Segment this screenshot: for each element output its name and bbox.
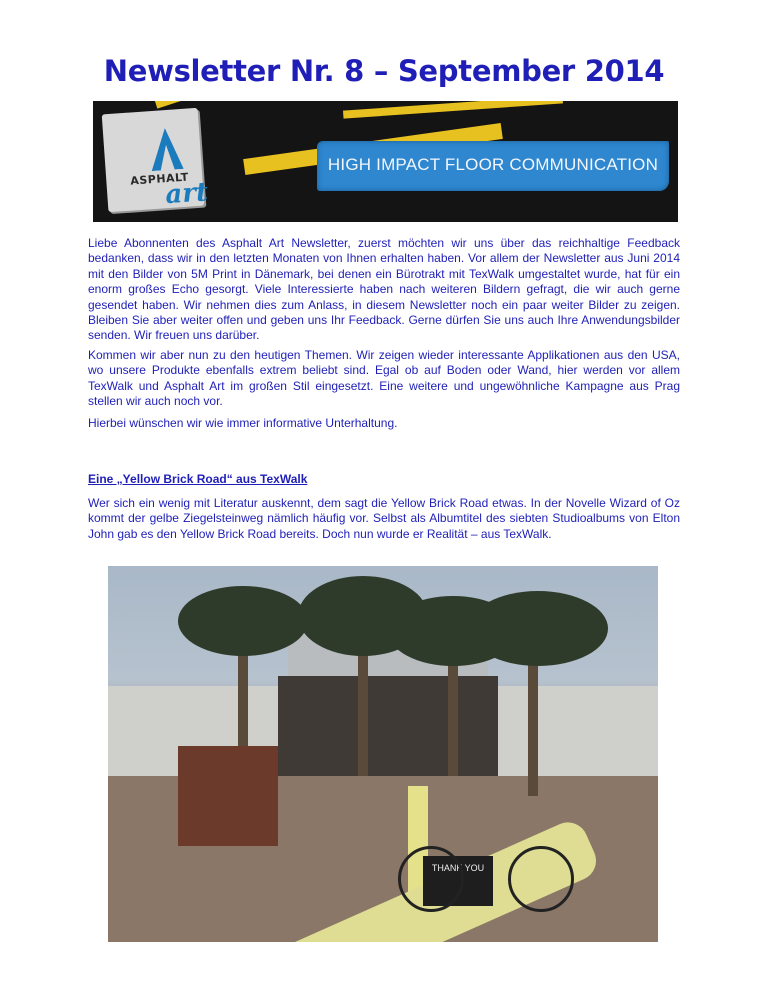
bicycle-wheel [398, 846, 464, 912]
intro-paragraph-3: Hierbei wünschen wir wie immer informative Unterhaltung. [88, 416, 398, 430]
yellow-brick-road-photo [108, 566, 658, 942]
bicycle-wheel [508, 846, 574, 912]
intro-paragraph-1: Liebe Abonnenten des Asphalt Art Newsletter, zuerst möchten wir uns über das reichhaltige Feedback bedanken, dass wir in den letzten Monaten von Ihnen erhalten haben. Vor allem der Newsletter aus Juni 2014 mit den Bilder von 5M Print in Dänemark, bei denen ein Bürotrakt mit TexWalk umgestaltet wurde, hat für ein enorm großes Echo gesorgt. Viele Interessierte haben nach weiteren Bildern gefragt, die wir auch gerne gesendet haben. Wir nehmen dies zum Anlass, in diesem Newsletter noch ein paar weiter Bilder zu zeigen. Bleiben Sie aber weiter offen und geben uns Ihr Feedback. Gerne dürfen Sie uns auch Ihre Anwendungsbilder senden. Wir freuen uns darüber. [88, 236, 680, 343]
palm-trunk [358, 646, 368, 776]
header-banner [93, 101, 678, 222]
chalk-sign: THANK YOU [423, 856, 493, 906]
road-stripe [343, 101, 563, 119]
newsletter-title: Newsletter Nr. 8 – September 2014 [103, 54, 665, 88]
intro-paragraph-2: Kommen wir aber nun zu den heutigen Themen. Wir zeigen wieder interessante Applikationen aus den USA, wo unsere Produkte ebenfalls extrem beliebt sind. Egal ob auf Boden oder Wand, hier werden vor allem TexWalk und Asphalt Art im großen Stil eingesetzt. Eine weitere und ungewöhnliche Kampagne aus Prag stellen wir auch noch vor. [88, 348, 680, 409]
flower-booth [178, 746, 278, 846]
palm-trunk [448, 656, 458, 776]
palm-fronds [468, 591, 608, 666]
building-entrance [278, 676, 498, 786]
logo-a-icon [149, 127, 184, 171]
banner-tagline: HIGH IMPACT FLOOR COMMUNICATION [327, 155, 659, 174]
road-stripe [153, 101, 243, 109]
logo-word: ASPHALT [129, 170, 190, 188]
article-body: Wer sich ein wenig mit Literatur auskennt, dem sagt die Yellow Brick Road etwas. In der Novelle Wizard of Oz kommt der gelbe Ziegelsteinweg nämlich häufig vor. Selbst als Albumtitel des siebten Studioalbums von Elton John gab es den Yellow Brick Road bereits. Doch nun wurde er Realität – aus TexWalk. [88, 496, 680, 541]
palm-fronds [178, 586, 308, 656]
palm-trunk [528, 656, 538, 796]
logo-art: art [164, 177, 209, 211]
asphalt-art-logo [102, 108, 209, 212]
article-heading: Eine „Yellow Brick Road“ aus TexWalk [88, 472, 308, 486]
